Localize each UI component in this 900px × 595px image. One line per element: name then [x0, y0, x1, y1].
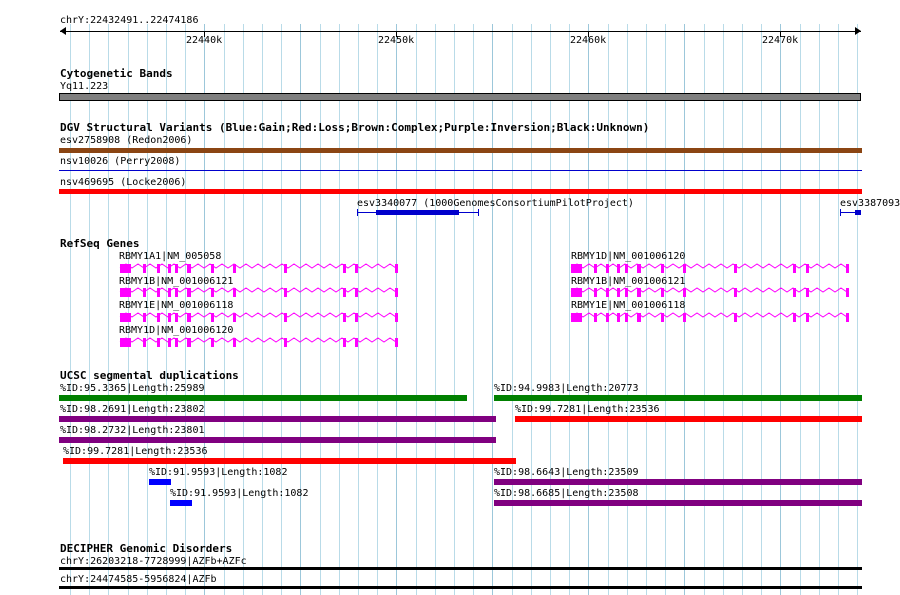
segdup-bar[interactable]: [494, 479, 862, 485]
gene-exon: [734, 264, 737, 273]
gene-exon: [343, 313, 346, 322]
dgv-feature-label: esv3387093: [840, 198, 900, 209]
gene-exon: [284, 338, 287, 347]
ruler-tick-label: 22470k: [762, 35, 799, 46]
segdup-bar[interactable]: [494, 395, 862, 401]
gene-exon: [793, 264, 796, 273]
gene-exon: [395, 313, 398, 322]
gene-exon: [594, 264, 597, 273]
gene-exon: [395, 338, 398, 347]
gene-exon: [211, 338, 214, 347]
gene-exon: [233, 264, 236, 273]
gene-exon: [355, 264, 358, 273]
gene-exon: [683, 264, 686, 273]
ruler-tick-label: 22440k: [186, 35, 223, 46]
gene-exon: [571, 313, 582, 322]
segdup-bar[interactable]: [170, 500, 192, 506]
gene-exon: [284, 264, 287, 273]
gene-intron-line: [120, 264, 396, 268]
gene-intron-line: [120, 288, 396, 292]
gene-exon: [661, 313, 664, 322]
gene-exon: [683, 288, 686, 297]
gene-exon: [683, 313, 686, 322]
track-title-refseq: RefSeq Genes: [60, 237, 140, 250]
gene-exon: [806, 264, 809, 273]
track-title-decipher: DECIPHER Genomic Disorders: [60, 542, 233, 555]
ruler-tick-label: 22450k: [378, 35, 415, 46]
ruler-range-label: chrY:22432491..22474186: [60, 15, 199, 26]
gene-exon: [120, 264, 131, 273]
segdup-bar[interactable]: [59, 416, 496, 422]
gene-exon: [233, 288, 236, 297]
gene-label: RBMY1D|NM_001006120: [571, 251, 686, 262]
segdup-label: %ID:99.7281|Length:23536: [63, 446, 208, 457]
gene-exon: [187, 264, 191, 273]
gene-exon: [143, 313, 146, 322]
gene-exon: [120, 288, 131, 297]
segdup-bar[interactable]: [59, 437, 496, 443]
gene-exon: [143, 264, 146, 273]
segdup-bar[interactable]: [149, 479, 171, 485]
gene-model[interactable]: [571, 288, 849, 297]
gene-exon: [395, 264, 398, 273]
gene-label: RBMY1B|NM_001006121: [119, 276, 234, 287]
gene-model[interactable]: [120, 338, 398, 347]
gene-exon: [211, 264, 214, 273]
segdup-bar[interactable]: [63, 458, 516, 464]
decipher-label: chrY:24474585-5956824|AZFb: [60, 574, 217, 585]
gene-exon: [343, 338, 346, 347]
gene-exon: [395, 288, 398, 297]
gene-exon: [233, 338, 236, 347]
gene-exon: [355, 313, 358, 322]
gene-exon: [175, 313, 178, 322]
gene-exon: [594, 288, 597, 297]
gene-exon: [175, 264, 178, 273]
gene-exon: [168, 264, 171, 273]
gene-model[interactable]: [120, 264, 398, 273]
segdup-label: %ID:99.7281|Length:23536: [515, 404, 660, 415]
segdup-label: %ID:98.6685|Length:23508: [494, 488, 639, 499]
gene-exon: [175, 288, 178, 297]
dgv-feature-label: esv3340077 (1000GenomesConsortiumPilotProject): [357, 198, 634, 209]
gene-model[interactable]: [571, 264, 849, 273]
gene-exon: [187, 313, 191, 322]
gene-exon: [343, 288, 346, 297]
gene-exon: [157, 313, 160, 322]
track-title-cytoband: Cytogenetic Bands: [60, 67, 173, 80]
gene-intron-line: [120, 313, 396, 317]
decipher-bar[interactable]: [59, 586, 862, 589]
gene-exon: [168, 313, 171, 322]
gene-exon: [120, 338, 131, 347]
gene-exon: [846, 288, 849, 297]
gene-exon: [211, 288, 214, 297]
segdup-label: %ID:91.9593|Length:1082: [170, 488, 309, 499]
gene-exon: [343, 264, 346, 273]
gene-intron-line: [571, 313, 847, 317]
gene-exon: [637, 264, 641, 273]
gene-exon: [793, 313, 796, 322]
gene-exon: [284, 288, 287, 297]
gene-exon: [661, 288, 664, 297]
gene-exon: [661, 264, 664, 273]
gene-exon: [211, 313, 214, 322]
gene-exon: [606, 313, 609, 322]
decipher-label: chrY:26203218-7728999|AZFb+AZFc: [60, 556, 247, 567]
gene-label: RBMY1D|NM_001006120: [119, 325, 234, 336]
gene-exon: [157, 288, 160, 297]
gene-exon: [143, 338, 146, 347]
gene-label: RBMY1A1|NM_005058: [119, 251, 222, 262]
gene-exon: [806, 313, 809, 322]
track-title-dgv: DGV Structural Variants (Blue:Gain;Red:Loss;Brown:Complex;Purple:Inversion;Black:Unknown): [60, 121, 650, 134]
ruler-tick-label: 22460k: [570, 35, 607, 46]
segdup-bar[interactable]: [59, 395, 467, 401]
gene-exon: [187, 288, 191, 297]
track-title-segdup: UCSC segmental duplications: [60, 369, 239, 382]
segdup-label: %ID:95.3365|Length:25989: [60, 383, 205, 394]
gene-exon: [355, 338, 358, 347]
gene-exon: [793, 288, 796, 297]
gene-exon: [734, 313, 737, 322]
gene-exon: [571, 264, 582, 273]
gene-intron-line: [120, 338, 396, 342]
gene-exon: [606, 288, 609, 297]
decipher-bar[interactable]: [59, 567, 862, 570]
gene-label: RBMY1E|NM_001006118: [119, 300, 234, 311]
gene-exon: [168, 338, 171, 347]
gene-exon: [187, 338, 191, 347]
segdup-label: %ID:98.2732|Length:23801: [60, 425, 205, 436]
gene-intron-line: [571, 264, 847, 268]
dgv-feature-label: nsv469695 (Locke2006): [60, 177, 187, 188]
gene-exon: [637, 288, 641, 297]
gene-exon: [571, 288, 582, 297]
gene-exon: [233, 313, 236, 322]
gene-exon: [637, 313, 641, 322]
gene-exon: [157, 338, 160, 347]
gene-exon: [355, 288, 358, 297]
gene-label: RBMY1B|NM_001006121: [571, 276, 686, 287]
gene-intron-line: [571, 288, 847, 292]
segdup-label: %ID:98.2691|Length:23802: [60, 404, 205, 415]
gene-exon: [175, 338, 178, 347]
gene-exon: [734, 288, 737, 297]
gene-model[interactable]: [120, 313, 398, 322]
segdup-bar[interactable]: [515, 416, 862, 422]
gene-exon: [120, 313, 131, 322]
gene-model[interactable]: [120, 288, 398, 297]
gene-exon: [846, 313, 849, 322]
dgv-feature-label: esv2758908 (Redon2006): [60, 135, 193, 146]
gene-exon: [594, 313, 597, 322]
segdup-label: %ID:94.9983|Length:20773: [494, 383, 639, 394]
gene-exon: [625, 288, 628, 297]
gene-exon: [168, 288, 171, 297]
gene-model[interactable]: [571, 313, 849, 322]
gene-exon: [617, 264, 620, 273]
dgv-feature-label: nsv10026 (Perry2008): [60, 156, 181, 167]
segdup-bar[interactable]: [494, 500, 862, 506]
gene-exon: [806, 288, 809, 297]
cytoband-label: Yq11.223: [60, 81, 109, 92]
gene-exon: [846, 264, 849, 273]
gene-exon: [606, 264, 609, 273]
gene-exon: [617, 313, 620, 322]
gene-exon: [625, 264, 628, 273]
gene-exon: [284, 313, 287, 322]
gene-label: RBMY1E|NM_001006118: [571, 300, 686, 311]
gene-exon: [617, 288, 620, 297]
gene-exon: [625, 313, 628, 322]
gene-exon: [157, 264, 160, 273]
gene-exon: [143, 288, 146, 297]
segdup-label: %ID:91.9593|Length:1082: [149, 467, 288, 478]
segdup-label: %ID:98.6643|Length:23509: [494, 467, 639, 478]
